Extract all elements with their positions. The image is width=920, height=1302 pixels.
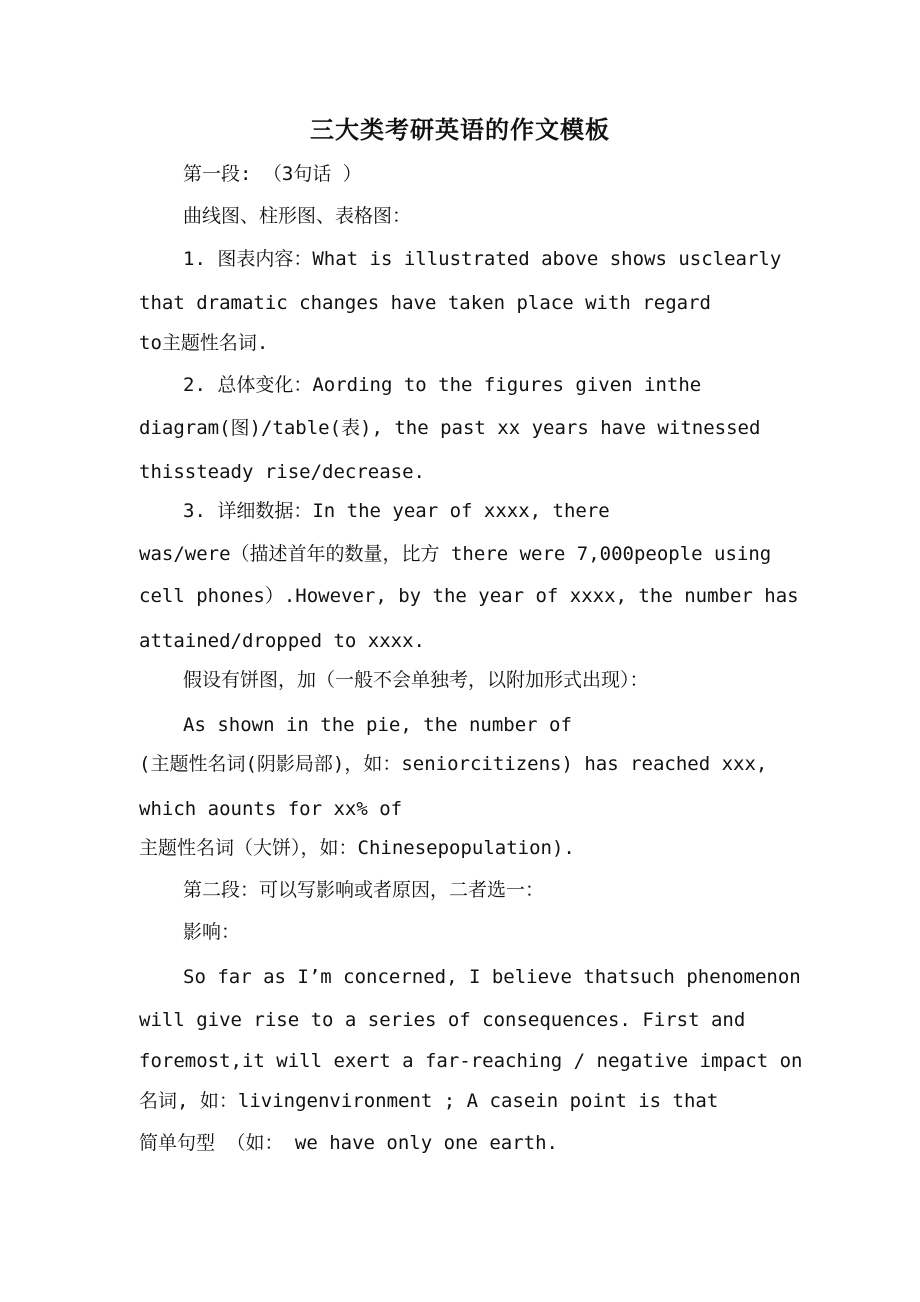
text-line: diagram(图)/table(表), the past xx years have witnessed — [139, 417, 761, 439]
text-line: (主题性名词(阴影局部)，如：seniorcitizens) has reached xxx, — [139, 753, 768, 775]
text-line: was/were（描述首年的数量，比方 there were 7,000people using — [139, 543, 772, 565]
text-line: 2. 总体变化：Aording to the figures given inthe — [183, 374, 702, 396]
text-line: will give rise to a series of consequences. First and — [139, 1009, 746, 1031]
text-line: 主题性名词（大饼），如：Chinesepopulation). — [139, 837, 575, 859]
paragraph-heading: 第一段: （3句话 ） — [183, 163, 362, 185]
text-line: which aounts for xx% of — [139, 798, 403, 820]
text-line: to主题性名词. — [139, 332, 269, 354]
text-line: As shown in the pie, the number of — [183, 714, 572, 736]
text-line: that dramatic changes have taken place with regard — [139, 292, 711, 314]
text-line: So far as I’m concerned, I believe thatsuch phenomenon — [183, 966, 801, 988]
text-line: 简单句型 （如： we have only one earth. — [139, 1132, 558, 1154]
paragraph-heading: 第二段：可以写影响或者原因，二者选一： — [183, 879, 545, 901]
text-line: 1. 图表内容：What is illustrated above shows usclearly — [183, 248, 782, 270]
text-line: cell phones）.However, by the year of xxxx, the number has — [139, 585, 799, 607]
text-line: 3. 详细数据：In the year of xxxx, there — [183, 500, 610, 522]
text-line: foremost,it will exert a far-reaching / negative impact on — [139, 1050, 803, 1072]
text-line: 假设有饼图，加（一般不会单独考，以附加形式出现）： — [183, 669, 649, 691]
text-line: 名词, 如：livingenvironment ; A casein point is that — [139, 1090, 719, 1112]
text-line: thissteady rise/decrease. — [139, 461, 425, 483]
page-title: 三大类考研英语的作文模板 — [310, 115, 610, 144]
section-heading: 曲线图、柱形图、表格图： — [183, 205, 412, 227]
section-heading: 影响： — [183, 921, 241, 943]
text-line: attained/dropped to xxxx. — [139, 630, 425, 652]
